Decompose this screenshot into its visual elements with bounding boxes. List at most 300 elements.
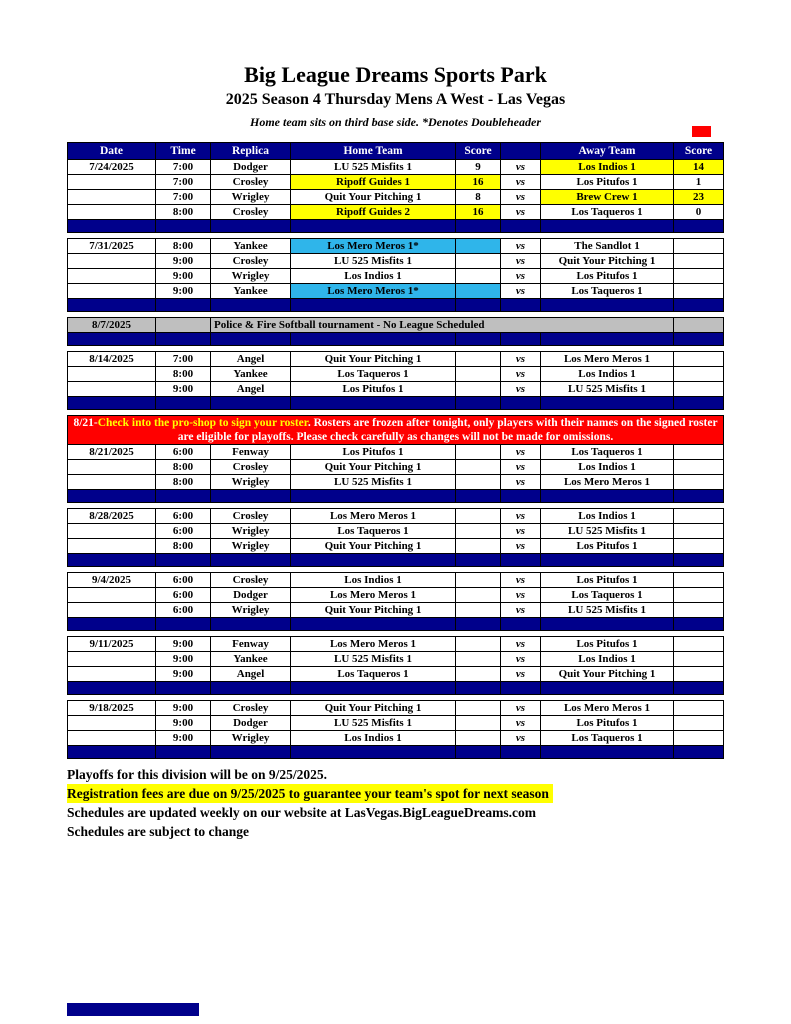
away-team-cell: Los Taqueros 1 — [541, 588, 674, 603]
vs-cell: vs — [501, 239, 541, 254]
replica-cell: Crosley — [211, 460, 291, 475]
time-cell: 9:00 — [156, 382, 211, 397]
separator-cell — [541, 333, 674, 346]
header-away-team: Away Team — [541, 143, 674, 160]
date-cell — [68, 382, 156, 397]
time-cell: 7:00 — [156, 160, 211, 175]
away-team-cell: LU 525 Misfits 1 — [541, 603, 674, 618]
separator-cell — [541, 299, 674, 312]
home-team-cell: LU 525 Misfits 1 — [291, 475, 456, 490]
away-score-cell — [674, 701, 724, 716]
separator-cell — [674, 220, 724, 233]
away-score-cell — [674, 539, 724, 554]
separator-cell — [674, 746, 724, 759]
home-team-cell: Los Mero Meros 1* — [291, 239, 456, 254]
notice-rest: . Rosters are frozen after tonight, only players with their names on the signed roster are eligible for playoffs. Please check carefully as changes will not be made for omissions. — [177, 417, 718, 443]
separator-cell — [674, 299, 724, 312]
home-team-cell: Ripoff Guides 1 — [291, 175, 456, 190]
schedule-row — [68, 160, 724, 175]
schedule-row — [68, 524, 724, 539]
time-cell: 8:00 — [156, 239, 211, 254]
home-score-cell: 16 — [456, 175, 501, 190]
home-score-cell — [456, 588, 501, 603]
schedule-row — [68, 269, 724, 284]
date-cell — [68, 460, 156, 475]
time-cell: 9:00 — [156, 637, 211, 652]
separator-cell — [68, 682, 156, 695]
separator-cell — [291, 682, 456, 695]
separator-row — [68, 554, 724, 567]
schedule-row — [68, 667, 724, 682]
separator-cell — [291, 490, 456, 503]
home-team-cell: Los Mero Meros 1 — [291, 588, 456, 603]
footer-line — [67, 765, 727, 784]
schedule-row — [68, 284, 724, 299]
home-score-cell — [456, 352, 501, 367]
time-cell: 8:00 — [156, 539, 211, 554]
time-cell: 9:00 — [156, 652, 211, 667]
separator-cell — [501, 333, 541, 346]
header-time: Time — [156, 143, 211, 160]
away-team-cell: Quit Your Pitching 1 — [541, 254, 674, 269]
separator-row — [68, 397, 724, 410]
schedule-row — [68, 352, 724, 367]
replica-cell: Wrigley — [211, 190, 291, 205]
notice-highlight: Check into the pro-shop to sign your roster — [97, 417, 308, 429]
separator-cell — [541, 490, 674, 503]
away-team-cell: Los Indios 1 — [541, 367, 674, 382]
date-cell — [68, 667, 156, 682]
separator-cell — [541, 682, 674, 695]
date-cell — [68, 539, 156, 554]
away-score-cell: 23 — [674, 190, 724, 205]
time-cell: 6:00 — [156, 588, 211, 603]
home-score-cell — [456, 269, 501, 284]
home-score-cell — [456, 573, 501, 588]
schedule-row — [68, 190, 724, 205]
footer-line — [67, 822, 727, 841]
vs-cell: vs — [501, 254, 541, 269]
home-team-cell: Los Mero Meros 1* — [291, 284, 456, 299]
date-cell: 9/11/2025 — [68, 637, 156, 652]
separator-cell — [68, 333, 156, 346]
separator-cell — [456, 299, 501, 312]
separator-cell — [211, 299, 291, 312]
date-cell — [68, 284, 156, 299]
separator-cell — [156, 746, 211, 759]
home-score-cell — [456, 524, 501, 539]
away-team-cell: Los Taqueros 1 — [541, 445, 674, 460]
time-cell: 9:00 — [156, 701, 211, 716]
away-score-cell: 0 — [674, 205, 724, 220]
replica-cell: Angel — [211, 382, 291, 397]
separator-cell — [456, 397, 501, 410]
date-cell — [68, 716, 156, 731]
schedule-row — [68, 475, 724, 490]
replica-cell: Fenway — [211, 445, 291, 460]
home-score-cell — [456, 475, 501, 490]
date-cell — [68, 603, 156, 618]
header-date: Date — [68, 143, 156, 160]
away-team-cell: LU 525 Misfits 1 — [541, 382, 674, 397]
date-cell — [68, 588, 156, 603]
separator-row — [68, 299, 724, 312]
time-cell: 6:00 — [156, 573, 211, 588]
home-team-cell: Los Taqueros 1 — [291, 367, 456, 382]
schedule-row — [68, 603, 724, 618]
home-team-note: Home team sits on third base side. *Denotes Doubleheader — [250, 115, 541, 129]
away-score-cell — [674, 254, 724, 269]
time-cell: 9:00 — [156, 284, 211, 299]
vs-cell: vs — [501, 701, 541, 716]
separator-cell — [501, 618, 541, 631]
away-score-cell — [674, 588, 724, 603]
schedule-row — [68, 716, 724, 731]
away-score-cell — [674, 603, 724, 618]
separator-cell — [156, 220, 211, 233]
separator-cell — [291, 618, 456, 631]
away-team-cell: Los Indios 1 — [541, 460, 674, 475]
away-team-cell: Los Pitufos 1 — [541, 637, 674, 652]
time-cell: 9:00 — [156, 716, 211, 731]
separator-cell — [501, 220, 541, 233]
replica-cell: Dodger — [211, 160, 291, 175]
time-cell: 7:00 — [156, 190, 211, 205]
schedule-row — [68, 731, 724, 746]
separator-cell — [211, 490, 291, 503]
separator-cell — [211, 220, 291, 233]
separator-cell — [156, 333, 211, 346]
date-cell — [68, 269, 156, 284]
separator-row — [68, 682, 724, 695]
vs-cell: vs — [501, 367, 541, 382]
separator-cell — [674, 397, 724, 410]
away-score-cell — [674, 460, 724, 475]
home-score-cell — [456, 254, 501, 269]
away-score-cell — [674, 445, 724, 460]
date-cell: 7/24/2025 — [68, 160, 156, 175]
header-replica: Replica — [211, 143, 291, 160]
home-team-cell: Los Mero Meros 1 — [291, 509, 456, 524]
home-team-cell: Los Taqueros 1 — [291, 667, 456, 682]
schedule-row — [68, 509, 724, 524]
date-cell — [68, 731, 156, 746]
separator-row — [68, 618, 724, 631]
date-cell: 8/7/2025 — [68, 318, 156, 333]
separator-cell — [156, 682, 211, 695]
home-score-cell — [456, 716, 501, 731]
replica-cell: Dodger — [211, 716, 291, 731]
away-team-cell: Brew Crew 1 — [541, 190, 674, 205]
time-cell: 6:00 — [156, 509, 211, 524]
separator-cell — [456, 682, 501, 695]
header-away-score: Score — [674, 143, 724, 160]
away-team-cell: Los Indios 1 — [541, 509, 674, 524]
time-cell: 6:00 — [156, 603, 211, 618]
home-team-cell: Quit Your Pitching 1 — [291, 460, 456, 475]
vs-cell: vs — [501, 509, 541, 524]
away-score-cell — [674, 731, 724, 746]
away-score-cell: 1 — [674, 175, 724, 190]
date-cell — [68, 175, 156, 190]
separator-cell — [68, 220, 156, 233]
separator-cell — [541, 618, 674, 631]
home-score-cell — [456, 637, 501, 652]
schedule-row — [68, 539, 724, 554]
page-title: Big League Dreams Sports Park — [244, 62, 547, 87]
away-score-cell — [674, 284, 724, 299]
footer-line — [67, 784, 727, 803]
home-score-cell: 9 — [456, 160, 501, 175]
home-score-cell — [456, 382, 501, 397]
replica-cell: Crosley — [211, 509, 291, 524]
home-team-cell: Quit Your Pitching 1 — [291, 539, 456, 554]
home-score-cell — [456, 239, 501, 254]
separator-cell — [291, 333, 456, 346]
separator-cell — [211, 397, 291, 410]
away-team-cell: Los Taqueros 1 — [541, 731, 674, 746]
home-team-cell: LU 525 Misfits 1 — [291, 254, 456, 269]
schedule-row — [68, 239, 724, 254]
tournament-row — [68, 318, 724, 333]
away-score-cell — [674, 367, 724, 382]
vs-cell: vs — [501, 539, 541, 554]
time-cell: 8:00 — [156, 460, 211, 475]
away-score-cell — [674, 716, 724, 731]
home-team-cell: LU 525 Misfits 1 — [291, 160, 456, 175]
vs-cell: vs — [501, 475, 541, 490]
away-team-cell: Los Mero Meros 1 — [541, 475, 674, 490]
date-cell: 8/14/2025 — [68, 352, 156, 367]
vs-cell: vs — [501, 160, 541, 175]
time-cell: 7:00 — [156, 352, 211, 367]
away-team-cell: Los Taqueros 1 — [541, 284, 674, 299]
replica-cell: Wrigley — [211, 524, 291, 539]
schedule-row — [68, 701, 724, 716]
vs-cell: vs — [501, 637, 541, 652]
replica-cell: Angel — [211, 352, 291, 367]
vs-cell: vs — [501, 382, 541, 397]
time-cell: 8:00 — [156, 367, 211, 382]
away-score-cell — [674, 382, 724, 397]
away-team-cell: Los Mero Meros 1 — [541, 701, 674, 716]
home-team-cell: LU 525 Misfits 1 — [291, 652, 456, 667]
replica-cell: Crosley — [211, 254, 291, 269]
time-cell — [156, 318, 211, 333]
time-cell: 6:00 — [156, 445, 211, 460]
away-score-cell — [674, 509, 724, 524]
date-cell — [68, 524, 156, 539]
home-team-cell: Ripoff Guides 2 — [291, 205, 456, 220]
home-team-cell: Los Pitufos 1 — [291, 382, 456, 397]
tournament-text-cell: Police & Fire Softball tournament - No League Scheduled — [211, 318, 674, 333]
separator-cell — [68, 746, 156, 759]
home-team-cell: Quit Your Pitching 1 — [291, 190, 456, 205]
separator-cell — [456, 554, 501, 567]
replica-cell: Wrigley — [211, 603, 291, 618]
home-score-cell — [456, 445, 501, 460]
separator-cell — [456, 618, 501, 631]
home-team-cell: Quit Your Pitching 1 — [291, 352, 456, 367]
replica-cell: Yankee — [211, 652, 291, 667]
home-team-cell: Los Indios 1 — [291, 269, 456, 284]
replica-cell: Wrigley — [211, 475, 291, 490]
home-score-cell — [456, 667, 501, 682]
replica-cell: Fenway — [211, 637, 291, 652]
home-team-cell: Los Taqueros 1 — [291, 524, 456, 539]
vs-cell: vs — [501, 603, 541, 618]
separator-cell — [68, 397, 156, 410]
separator-cell — [456, 490, 501, 503]
schedule-row — [68, 382, 724, 397]
time-cell: 8:00 — [156, 475, 211, 490]
away-score-cell — [674, 239, 724, 254]
away-team-cell: Los Pitufos 1 — [541, 269, 674, 284]
separator-cell — [501, 746, 541, 759]
separator-cell — [68, 554, 156, 567]
header-home-score: Score — [456, 143, 501, 160]
away-team-cell: Los Indios 1 — [541, 160, 674, 175]
vs-cell: vs — [501, 573, 541, 588]
schedule-row — [68, 254, 724, 269]
vs-cell: vs — [501, 652, 541, 667]
time-cell: 9:00 — [156, 269, 211, 284]
footer-notes — [67, 765, 727, 841]
away-score-cell: 14 — [674, 160, 724, 175]
date-cell: 9/4/2025 — [68, 573, 156, 588]
date-cell — [68, 367, 156, 382]
date-cell — [68, 190, 156, 205]
away-team-cell: Los Mero Meros 1 — [541, 352, 674, 367]
separator-cell — [674, 490, 724, 503]
separator-cell — [156, 397, 211, 410]
footer-text: Playoffs for this division will be on 9/25/2025. — [67, 767, 328, 782]
registration-fees-note: Registration fees are due on 9/25/2025 to guarantee your team's spot for next season — [67, 784, 553, 803]
separator-cell — [211, 746, 291, 759]
replica-cell: Crosley — [211, 573, 291, 588]
vs-cell: vs — [501, 284, 541, 299]
home-score-cell — [456, 509, 501, 524]
separator-cell — [68, 299, 156, 312]
away-score-cell — [674, 573, 724, 588]
separator-cell — [541, 746, 674, 759]
schedule-row — [68, 445, 724, 460]
away-team-cell: The Sandlot 1 — [541, 239, 674, 254]
home-team-cell: Los Indios 1 — [291, 731, 456, 746]
date-cell: 9/18/2025 — [68, 701, 156, 716]
away-score-cell — [674, 352, 724, 367]
separator-cell — [68, 490, 156, 503]
roster-notice-row — [68, 416, 724, 445]
separator-cell — [211, 682, 291, 695]
home-score-cell — [456, 539, 501, 554]
home-score-cell — [456, 652, 501, 667]
away-score-cell — [674, 475, 724, 490]
separator-cell — [674, 333, 724, 346]
time-cell: 9:00 — [156, 667, 211, 682]
away-team-cell: Quit Your Pitching 1 — [541, 667, 674, 682]
red-marker — [692, 126, 711, 137]
separator-cell — [211, 554, 291, 567]
separator-cell — [456, 333, 501, 346]
away-team-cell: Los Indios 1 — [541, 652, 674, 667]
home-score-cell — [456, 603, 501, 618]
table-header-row — [68, 143, 724, 160]
schedule-row — [68, 588, 724, 603]
separator-cell — [211, 333, 291, 346]
vs-cell: vs — [501, 205, 541, 220]
replica-cell: Wrigley — [211, 269, 291, 284]
separator-row — [68, 746, 724, 759]
vs-cell: vs — [501, 445, 541, 460]
home-score-cell — [456, 367, 501, 382]
replica-cell: Wrigley — [211, 539, 291, 554]
away-team-cell: Los Taqueros 1 — [541, 205, 674, 220]
separator-row — [68, 220, 724, 233]
footer-line — [67, 803, 727, 822]
replica-cell: Crosley — [211, 701, 291, 716]
replica-cell: Wrigley — [211, 731, 291, 746]
page-subtitle: 2025 Season 4 Thursday Mens A West - Las Vegas — [225, 91, 566, 108]
separator-cell — [674, 554, 724, 567]
home-team-cell: Los Indios 1 — [291, 573, 456, 588]
time-cell: 7:00 — [156, 175, 211, 190]
header-home-team: Home Team — [291, 143, 456, 160]
away-score-cell — [674, 652, 724, 667]
separator-cell — [541, 554, 674, 567]
home-team-cell: Los Pitufos 1 — [291, 445, 456, 460]
home-team-cell: LU 525 Misfits 1 — [291, 716, 456, 731]
schedule-row — [68, 460, 724, 475]
replica-cell: Yankee — [211, 367, 291, 382]
vs-cell: vs — [501, 716, 541, 731]
separator-cell — [541, 220, 674, 233]
separator-cell — [291, 746, 456, 759]
home-team-cell: Los Mero Meros 1 — [291, 637, 456, 652]
schedule-row — [68, 652, 724, 667]
footer-text: Schedules are updated weekly on our website at LasVegas.BigLeagueDreams.com — [67, 805, 537, 820]
separator-cell — [211, 618, 291, 631]
date-cell — [68, 254, 156, 269]
schedule-row — [68, 367, 724, 382]
time-cell: 9:00 — [156, 254, 211, 269]
separator-cell — [501, 682, 541, 695]
replica-cell: Yankee — [211, 239, 291, 254]
date-cell: 8/28/2025 — [68, 509, 156, 524]
vs-cell: vs — [501, 352, 541, 367]
separator-cell — [456, 220, 501, 233]
replica-cell: Crosley — [211, 205, 291, 220]
separator-cell — [674, 618, 724, 631]
home-score-cell: 16 — [456, 205, 501, 220]
home-score-cell — [456, 460, 501, 475]
away-team-cell: LU 525 Misfits 1 — [541, 524, 674, 539]
vs-cell: vs — [501, 175, 541, 190]
separator-cell — [291, 220, 456, 233]
vs-cell: vs — [501, 190, 541, 205]
separator-cell — [501, 299, 541, 312]
schedule-row — [68, 175, 724, 190]
bottom-navy-bar — [67, 1003, 199, 1016]
footer-text: Schedules are subject to change — [67, 824, 249, 839]
away-team-cell: Los Pitufos 1 — [541, 716, 674, 731]
time-cell: 9:00 — [156, 731, 211, 746]
away-score-cell — [674, 269, 724, 284]
vs-cell: vs — [501, 269, 541, 284]
home-score-cell — [456, 731, 501, 746]
schedule-row — [68, 637, 724, 652]
separator-cell — [501, 490, 541, 503]
